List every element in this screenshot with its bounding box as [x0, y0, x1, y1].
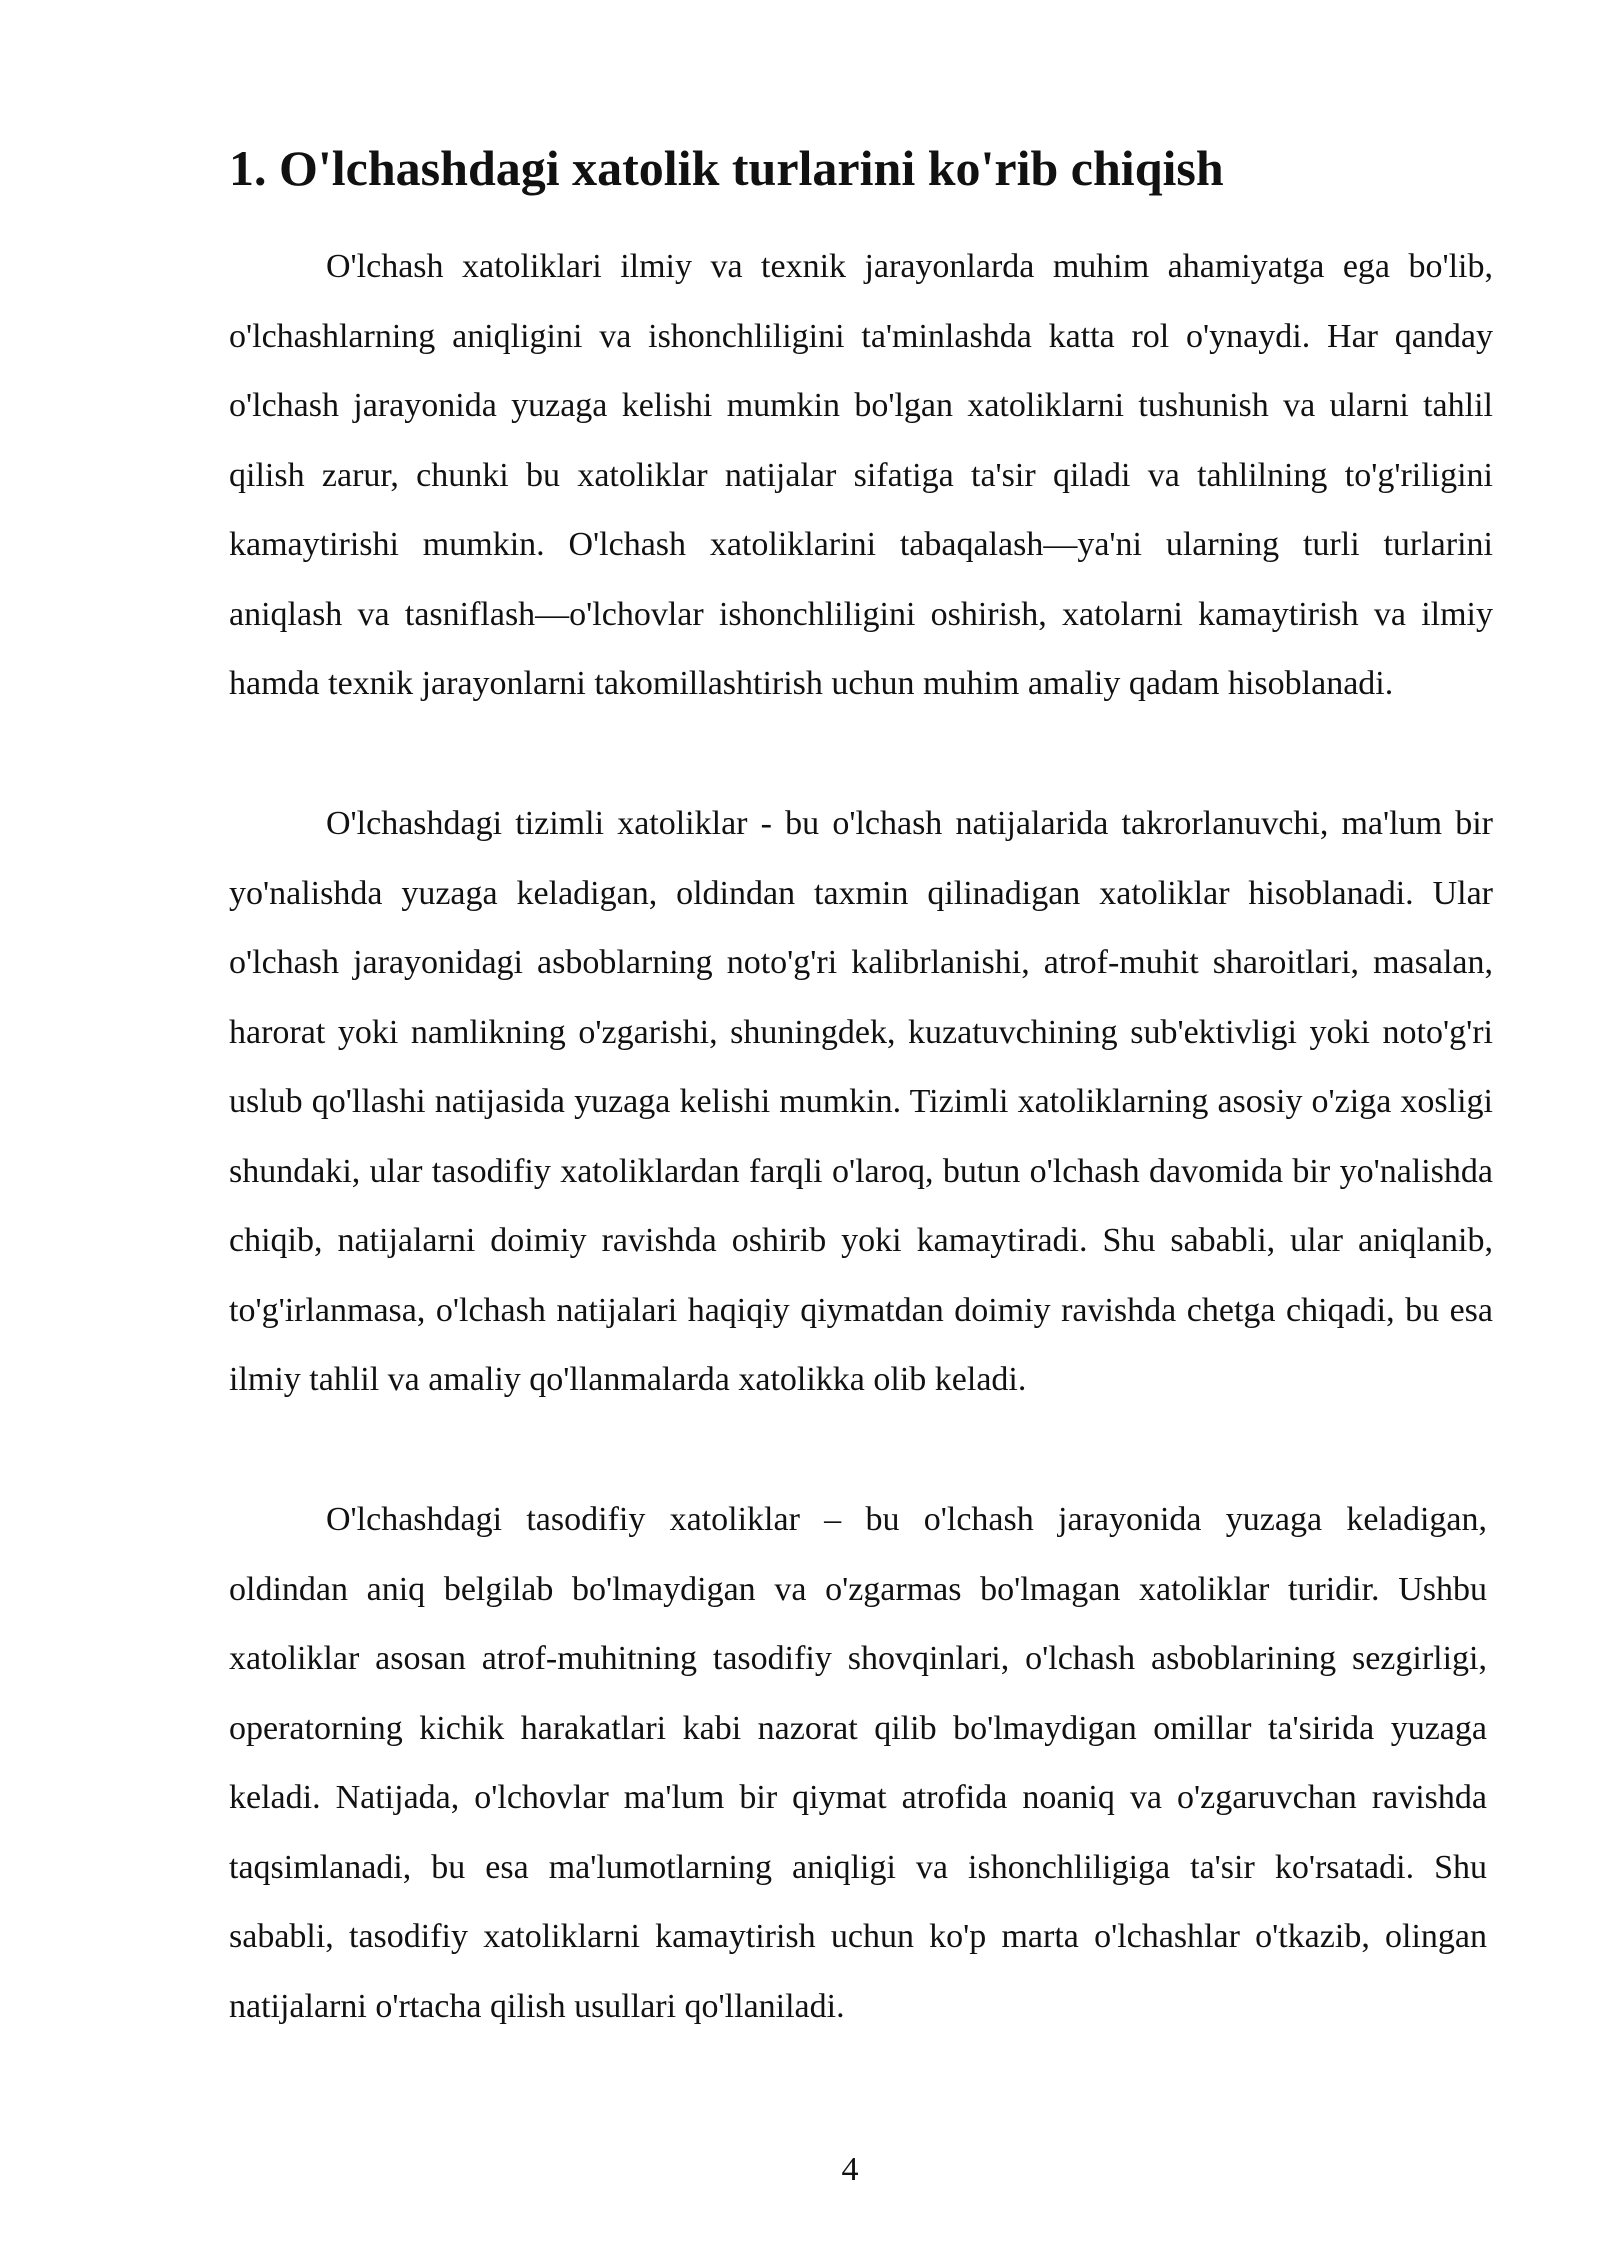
- page-number: 4: [841, 2151, 859, 2188]
- section-heading: 1. O'lchashdagi xatolik turlarini ko'rib chiqish: [229, 140, 1224, 196]
- paragraph-systematic-errors: O'lchashdagi tizimli xatoliklar - bu o'lchash natijalarida takrorlanuvchi, ma'lum bir yo'nalishda yuzaga keladigan, oldindan taxmin qilinadigan xatoliklar hisoblanadi. Ular o'lchash jarayonidagi asboblarning noto'g'ri kalibrlanishi, atrof-muhit sharoitlari, masalan, harorat yoki namlikning o'zgarishi, shuningdek, kuzatuvchining sub'ektivligi yoki noto'g'ri uslub qo'llashi natijasida yuzaga kelishi mumkin. Tizimli xatoliklarning asosiy o'ziga xosligi shundaki, ular tasodifiy xatoliklardan farqli o'laroq, butun o'lchash davomida bir yo'nalishda chiqib, natijalarni doimiy ravishda oshirib yoki kamaytiradi. Shu sababli, ular aniqlanib, to'g'irlanmasa, o'lchash natijalari haqiqiy qiymatdan doimiy ravishda chetga chiqadi, bu esa ilmiy tahlil va amaliy qo'llanmalarda xatolikka olib keladi.: [229, 805, 1493, 1398]
- paragraph-random-errors: O'lchashdagi tasodifiy xatoliklar – bu o'lchash jarayonida yuzaga keladigan, oldindan aniq belgilab bo'lmaydigan va o'zgarmas bo'lmagan xatoliklar turidir. Ushbu xatoliklar asosan atrof-muhitning tasodifiy shovqinlari, o'lchash asboblarining sezgirligi, operatorning kichik harakatlari kabi nazorat qilib bo'lmaydigan omillar ta'sirida yuzaga keladi. Natijada, o'lchovlar ma'lum bir qiymat atrofida noaniq va o'zgaruvchan ravishda taqsimlanadi, bu esa ma'lumotlarning aniqligi va ishonchliligiga ta'sir ko'rsatadi. Shu sababli, tasodifiy xatoliklarni kamaytirish uchun ko'p marta o'lchashlar o'tkazib, olingan natijalarni o'rtacha qilish usullari qo'llaniladi.: [229, 1501, 1487, 2025]
- paragraph-measurement-errors-intro: O'lchash xatoliklari ilmiy va texnik jarayonlarda muhim ahamiyatga ega bo'lib, o'lchashlarning aniqligini va ishonchliligini ta'minlashda katta rol o'ynaydi. Har qanday o'lchash jarayonida yuzaga kelishi mumkin bo'lgan xatoliklarni tushunish va ularni tahlil qilish zarur, chunki bu xatoliklar natijalar sifatiga ta'sir qiladi va tahlilning to'g'riligini kamaytirishi mumkin. O'lchash xatoliklarini tabaqalash—ya'ni ularning turli turlarini aniqlash va tasniflash—o'lchovlar ishonchliligini oshirish, xatolarni kamaytirish va ilmiy hamda texnik jarayonlarni takomillashtirish uchun muhim amaliy qadam hisoblanadi.: [229, 248, 1493, 702]
